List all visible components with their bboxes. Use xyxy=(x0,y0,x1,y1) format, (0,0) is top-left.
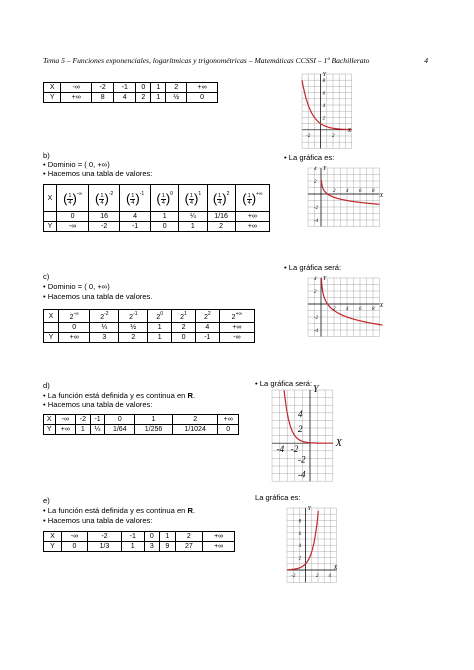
cell: 1/64 xyxy=(105,425,135,435)
tick-label: 4 xyxy=(298,544,302,550)
cell: ½ xyxy=(119,323,148,333)
tick-label: 2 xyxy=(322,116,326,122)
tick-label: 2 xyxy=(333,189,336,194)
cell: 1 xyxy=(135,415,173,425)
cell: ( $\frac{1}{4}$ ) $^2$ xyxy=(207,185,235,212)
cell: -1 xyxy=(90,415,105,425)
cell: 2 xyxy=(175,532,203,542)
tick-label: 2 xyxy=(333,307,336,312)
table-b xyxy=(43,184,270,232)
cell: 1 xyxy=(148,323,172,333)
cell: 2 xyxy=(172,415,218,425)
table-row xyxy=(44,425,239,435)
cell: ½ xyxy=(166,93,187,103)
cell: 3 xyxy=(90,333,119,343)
tick-label: 6 xyxy=(322,91,326,97)
cell: 1 xyxy=(179,222,207,232)
cell: Y xyxy=(44,93,61,103)
y-axis-label: Y xyxy=(323,166,327,172)
y-axis-label: Y xyxy=(323,276,327,282)
cell: -1 xyxy=(195,333,219,343)
cell: 2 xyxy=(172,323,196,333)
cell: $2^0$ xyxy=(148,310,172,323)
cell: 0 xyxy=(218,425,239,435)
table-a xyxy=(43,82,218,103)
tick-label: -2 xyxy=(314,316,319,321)
cell: $2^2$ xyxy=(195,310,219,323)
table-row xyxy=(44,415,239,425)
cell: -2 xyxy=(89,222,120,232)
cell xyxy=(44,323,59,333)
cell: ¼ xyxy=(179,212,207,222)
section-e-label: e) xyxy=(43,496,50,505)
cell: +∞ xyxy=(203,532,235,542)
page-header xyxy=(43,56,438,65)
cell: 1 xyxy=(151,93,166,103)
cell: +∞ xyxy=(235,222,269,232)
tick-label: -4 xyxy=(298,469,306,480)
cell: X xyxy=(44,415,56,425)
table-row xyxy=(44,310,255,323)
tick-label: 8 xyxy=(372,189,375,194)
x-axis-label: X xyxy=(347,127,352,134)
table-c xyxy=(43,309,255,343)
curve-line xyxy=(287,511,318,570)
cell: 1/16 xyxy=(207,212,235,222)
x-axis-label: X xyxy=(333,565,338,571)
section-b-dominio: • Dominio = ( 0, +∞) xyxy=(43,160,110,169)
section-b-label: b) xyxy=(43,151,50,160)
curve-line xyxy=(284,390,333,443)
section-d-grafica: • La gráfica será: xyxy=(255,379,313,388)
cell: 4 xyxy=(195,323,219,333)
tick-label: 6 xyxy=(359,307,362,312)
cell: 0 xyxy=(172,333,196,343)
cell: 4 xyxy=(120,212,151,222)
y-axis-label: Y xyxy=(307,506,311,512)
cell: 16 xyxy=(89,212,120,222)
graph-e xyxy=(285,504,343,588)
x-axis-label: X xyxy=(335,438,342,450)
cell: 1/1024 xyxy=(172,425,218,435)
graph-d xyxy=(270,386,342,490)
tick-label: 2 xyxy=(316,574,319,579)
cell: 4 xyxy=(114,93,136,103)
cell: +∞ xyxy=(55,425,75,435)
cell: X xyxy=(44,532,62,542)
section-e-tabla: • Hacemos una tabla de valores: xyxy=(43,516,153,525)
cell xyxy=(44,212,57,222)
table-row xyxy=(44,83,218,93)
tick-label: 4 xyxy=(346,307,349,312)
graph-a xyxy=(300,70,356,158)
table-row xyxy=(44,93,218,103)
cell: 0 xyxy=(187,93,218,103)
cell: -1 xyxy=(121,532,144,542)
y-axis-label: Y xyxy=(322,72,326,78)
cell: ¼ xyxy=(90,425,105,435)
text: . xyxy=(193,506,196,515)
cell: -∞ xyxy=(55,415,75,425)
tick-label: -4 xyxy=(314,219,319,224)
cell: ( $\frac{1}{4}$ ) $^{-1}$ xyxy=(120,185,151,212)
text-r: R xyxy=(187,506,193,515)
curve-line xyxy=(321,278,382,326)
cell: $2^{-2}$ xyxy=(90,310,119,323)
cell: ( $\frac{1}{4}$ ) $^{-2}$ xyxy=(89,185,120,212)
tick-label: -2 xyxy=(290,444,299,455)
cell: 0 xyxy=(57,212,89,222)
section-e-grafica: La gráfica es: xyxy=(255,493,301,502)
table-row xyxy=(44,212,270,222)
table-row xyxy=(44,185,270,212)
cell: 2 xyxy=(136,93,151,103)
text-r: R xyxy=(187,391,193,400)
tick-label: 8 xyxy=(372,307,375,312)
cell: 1 xyxy=(160,532,175,542)
cell: ¼ xyxy=(90,323,119,333)
tick-label: -2 xyxy=(298,454,306,465)
cell: -2 xyxy=(76,415,91,425)
section-c-label: c) xyxy=(43,272,50,281)
tick-label: -2 xyxy=(314,206,319,211)
tick-label: 4 xyxy=(298,408,303,419)
cell: Y xyxy=(44,542,62,552)
cell: 2+∞ xyxy=(219,310,254,323)
header-y: Y xyxy=(44,333,59,343)
section-d-linea1 xyxy=(43,391,195,400)
tick-label: 2 xyxy=(298,424,303,434)
section-c-dominio: • Dominio = ( 0, +∞) xyxy=(43,282,110,291)
cell: 8 xyxy=(92,93,114,103)
cell: 1/256 xyxy=(135,425,173,435)
table-row xyxy=(44,323,255,333)
cell: 2 xyxy=(207,222,235,232)
tick-label: -2 xyxy=(291,574,296,579)
cell: X xyxy=(44,83,61,93)
cell: +∞ xyxy=(187,83,218,93)
cell: 2-∞ xyxy=(59,310,90,323)
cell: +∞ xyxy=(219,323,254,333)
cell: 0 xyxy=(59,323,90,333)
section-d-label: d) xyxy=(43,381,50,390)
tick-label: 2 xyxy=(332,133,335,139)
cell: 3 xyxy=(144,542,159,552)
cell: ( $\frac{1}{4}$ ) +∞ xyxy=(235,185,269,212)
cell: 0 xyxy=(61,542,87,552)
cell: 1 xyxy=(151,212,179,222)
tick-label: 2 xyxy=(314,290,317,295)
cell: 27 xyxy=(175,542,203,552)
section-c-tabla: • Hacemos una tabla de valores. xyxy=(43,292,153,301)
cell: 0 xyxy=(151,222,179,232)
cell: ( $\frac{1}{4}$ ) $^1$ xyxy=(179,185,207,212)
cell: Y xyxy=(44,425,56,435)
cell: 1 xyxy=(151,83,166,93)
tick-label: 8 xyxy=(298,519,302,525)
cell: 2 xyxy=(166,83,187,93)
cell: -∞ xyxy=(61,83,92,93)
cell: -1 xyxy=(114,83,136,93)
tick-label: 2 xyxy=(298,556,302,562)
cell: -∞ xyxy=(61,532,87,542)
tick-label: 4 xyxy=(314,277,317,282)
page-number: 4 xyxy=(424,56,428,65)
cell: +∞ xyxy=(59,333,90,343)
cell: -∞ xyxy=(57,222,89,232)
tick-label: 6 xyxy=(359,189,362,194)
table-row xyxy=(44,333,255,343)
section-d-tabla: • Hacemos una tabla de valores: xyxy=(43,400,153,409)
table-d xyxy=(43,414,239,435)
tick-label: -4 xyxy=(314,329,319,334)
cell: -2 xyxy=(92,83,114,93)
cell: 1 xyxy=(148,333,172,343)
section-b-grafica: • La gráfica es: xyxy=(284,153,335,162)
cell: 1 xyxy=(76,425,91,435)
tick-label: 4 xyxy=(346,189,349,194)
cell: $2^1$ xyxy=(172,310,196,323)
x-axis-label: X xyxy=(379,193,384,199)
tick-label: 6 xyxy=(298,531,302,537)
cell: -2 xyxy=(88,532,122,542)
header-y: Y xyxy=(44,222,57,232)
text: • La función está definida y es continua en xyxy=(43,391,188,400)
graph-b xyxy=(306,162,394,234)
graph-c xyxy=(306,272,394,348)
cell: 2 xyxy=(119,333,148,343)
tick-label: -4 xyxy=(276,444,285,455)
header-title: Tema 5 – Funciones exponenciales, logarítmicas y trigonométricas – Matemáticas CCSSI – 1º Bachillerato xyxy=(43,56,370,65)
text: . xyxy=(193,391,196,400)
cell: 9 xyxy=(160,542,175,552)
header-x: X xyxy=(44,310,59,323)
cell: ( $\frac{1}{4}$ ) -∞ xyxy=(57,185,89,212)
text: • La función está definida y es continua en xyxy=(43,506,188,515)
tick-label: 2 xyxy=(314,180,317,185)
cell: 0 xyxy=(136,83,151,93)
cell: ( $\frac{1}{4}$ ) $^0$ xyxy=(151,185,179,212)
cell: -∞ xyxy=(219,333,254,343)
tick-label: 4 xyxy=(328,574,331,579)
cell: +∞ xyxy=(203,542,235,552)
cell: +∞ xyxy=(218,415,239,425)
cell: +∞ xyxy=(61,93,92,103)
table-row xyxy=(44,222,270,232)
cell: -1 xyxy=(120,222,151,232)
section-c-grafica: • La gráfica será: xyxy=(284,263,342,272)
cell: 1 xyxy=(121,542,144,552)
x-axis-label: X xyxy=(379,303,384,309)
y-axis-label: Y xyxy=(313,384,319,395)
tick-label: 4 xyxy=(322,104,326,109)
cell: $2^{-1}$ xyxy=(119,310,148,323)
table-e xyxy=(43,531,235,552)
cell: 0 xyxy=(144,532,159,542)
tick-label: 8 xyxy=(322,79,326,85)
tick-label: -2 xyxy=(306,133,311,139)
cell: 0 xyxy=(105,415,135,425)
section-e-linea1 xyxy=(43,506,195,515)
cell: 1/3 xyxy=(88,542,122,552)
section-b-tabla: • Hacemos una tabla de valores: xyxy=(43,169,153,178)
header-x: X xyxy=(44,185,57,212)
table-row xyxy=(44,542,235,552)
tick-label: 4 xyxy=(314,167,317,172)
cell: +∞ xyxy=(235,212,269,222)
table-row xyxy=(44,532,235,542)
